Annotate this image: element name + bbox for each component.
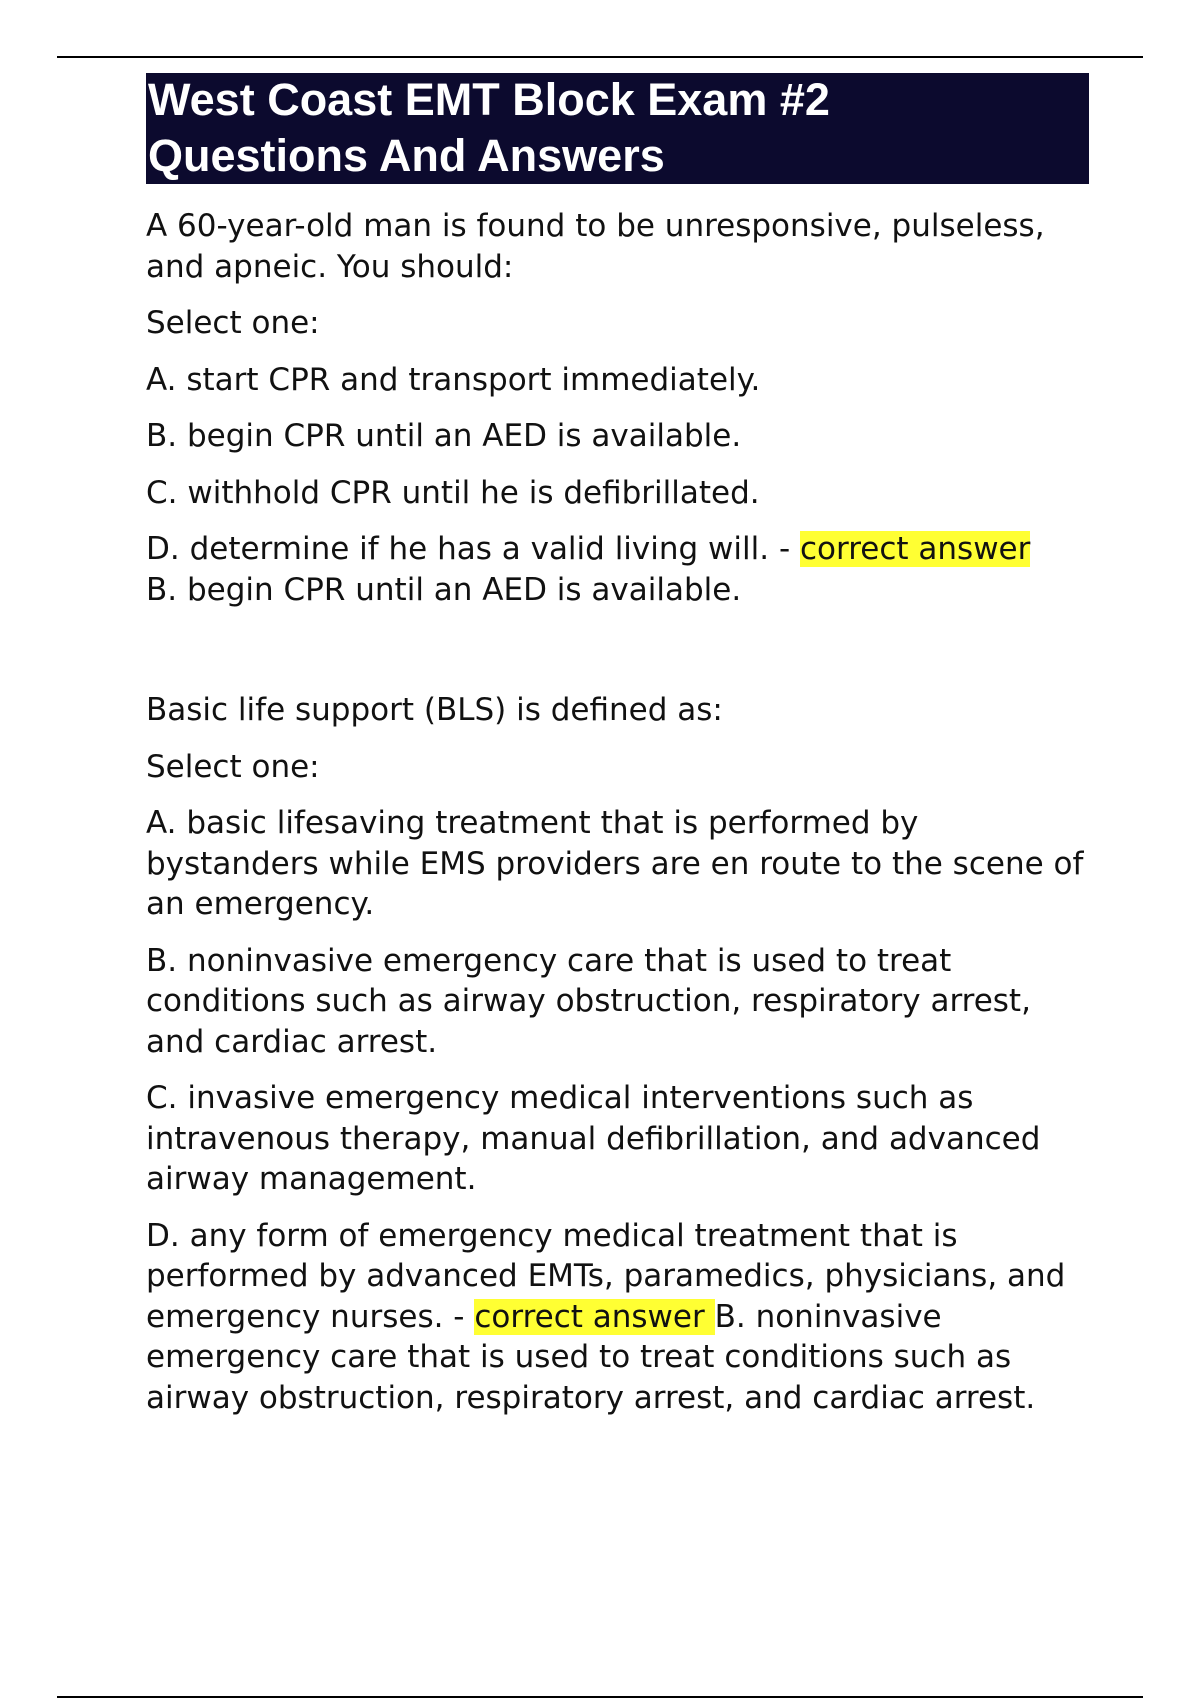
bottom-rule	[57, 1696, 1143, 1698]
correct-answer-highlight: correct answer	[800, 531, 1031, 567]
option-a: A. basic lifesaving treatment that is performed by bystanders while EMS providers are en route to the scene of an emergency.	[146, 805, 1084, 922]
answer-text: B. noninvasive emergency care that is used to treat conditions such as airway obstruction, respiratory arrest, and cardiac arrest.	[146, 1298, 1036, 1416]
question-prompt: Basic life support (BLS) is defined as:	[146, 692, 723, 728]
option-c: C. invasive emergency medical interventions such as intravenous therapy, manual defibrillation, and advanced airway management.	[146, 1080, 1041, 1197]
option-d: D. any form of emergency medical treatment that is performed by advanced EMTs, paramedics, physicians, and emergency nurses. -	[146, 1217, 1066, 1335]
question-block-2	[146, 690, 1091, 1418]
option-d: D. determine if he has a valid living will. -	[146, 531, 800, 567]
option-d-with-answer	[146, 1216, 1091, 1419]
top-rule	[57, 56, 1143, 58]
option-b: B. noninvasive emergency care that is used to treat conditions such as airway obstruction, respiratory arrest, and cardiac arrest.	[146, 942, 1031, 1060]
question-instruction: Select one:	[146, 748, 320, 785]
answer-text: B. begin CPR until an AED is available.	[146, 571, 742, 608]
question-prompt: A 60-year-old man is found to be unresponsive, pulseless, and apneic. You should:	[146, 208, 1045, 285]
document-title: West Coast EMT Block Exam #2 Questions And Answers	[148, 74, 830, 181]
document-body	[146, 206, 1091, 1434]
option-c: C. withhold CPR until he is defibrillated.	[146, 474, 760, 511]
option-b: B. begin CPR until an AED is available.	[146, 418, 742, 454]
option-d-with-answer	[146, 529, 1091, 610]
option-a: A. start CPR and transport immediately.	[146, 361, 761, 398]
correct-answer-highlight: correct answer	[474, 1298, 715, 1335]
question-block-1	[146, 206, 1091, 610]
title-banner	[146, 73, 1089, 184]
question-instruction: Select one:	[146, 305, 320, 341]
question-spacer	[146, 626, 1091, 690]
